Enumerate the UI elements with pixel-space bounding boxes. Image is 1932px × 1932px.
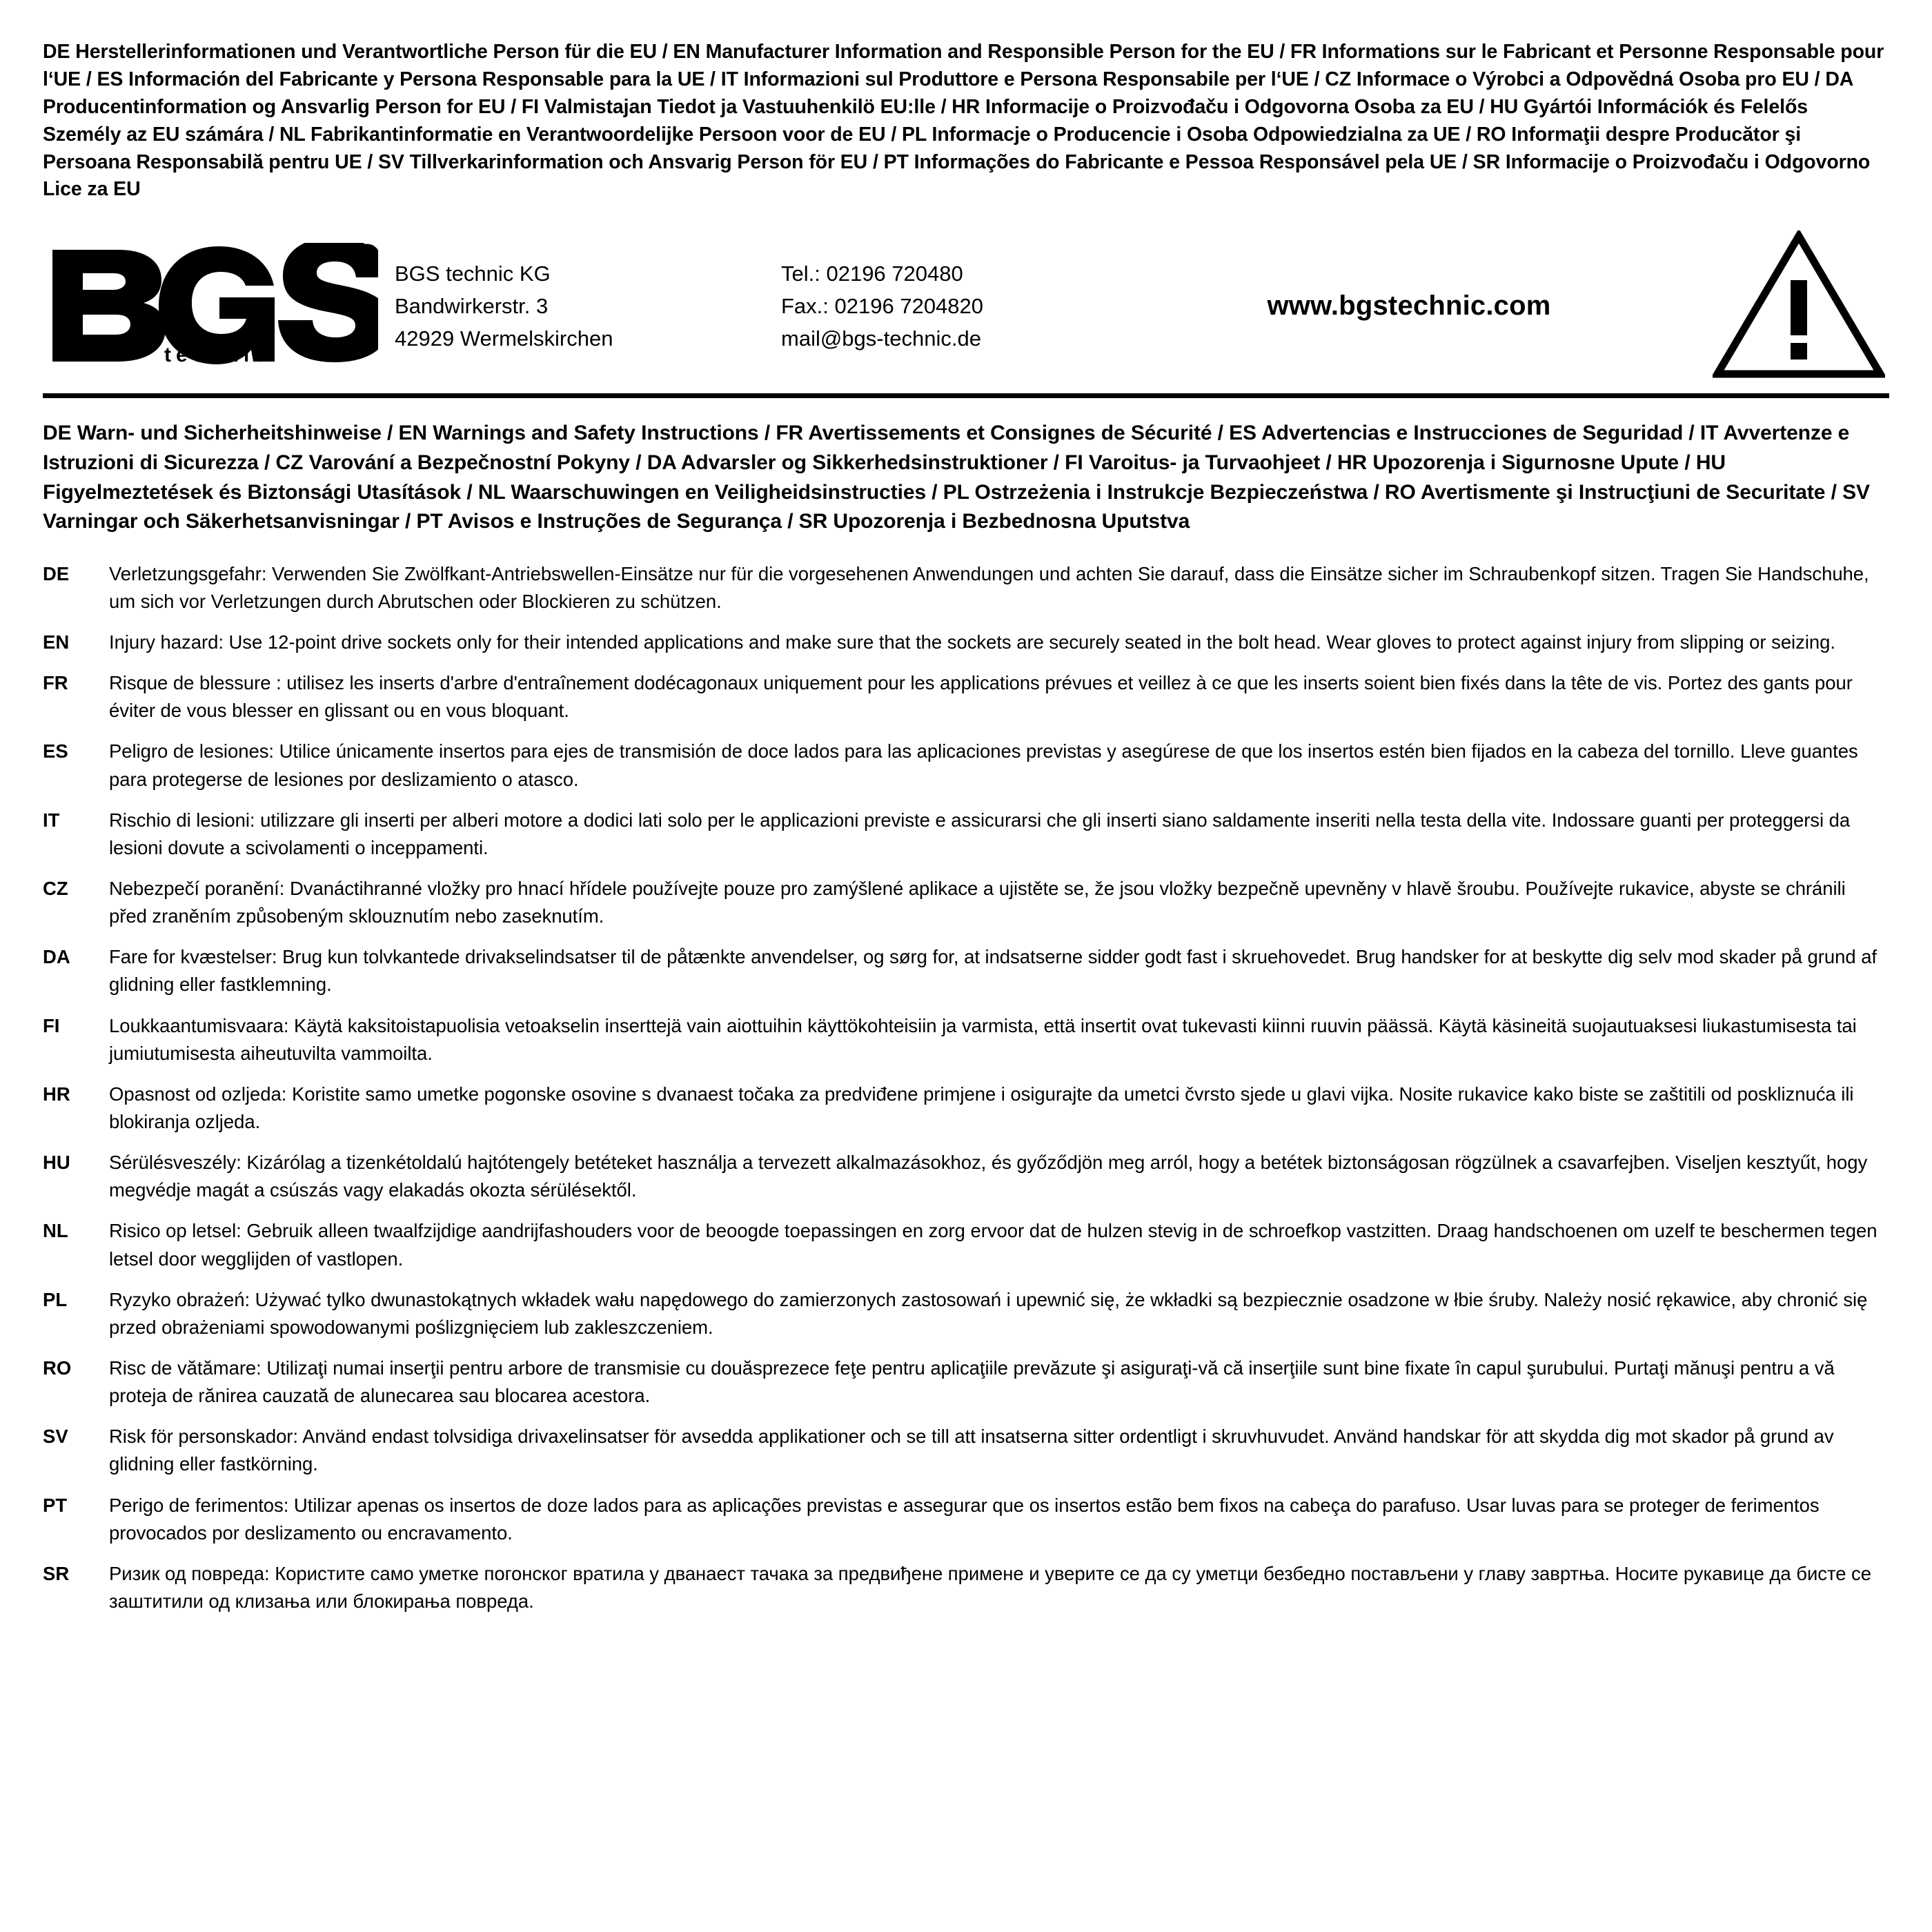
bgs-logo xyxy=(43,243,395,367)
company-city: 42929 Wermelskirchen xyxy=(395,326,613,351)
list-item xyxy=(43,1149,1889,1204)
list-item xyxy=(43,1217,1889,1272)
language-code: HR xyxy=(43,1083,70,1105)
list-item xyxy=(43,560,1889,615)
warning-text: Injury hazard: Use 12-point drive sockets only for their intended applications and make sure that the sockets are securely seated in the bolt head. Wear gloves to protect against injury from slipping or seizing. xyxy=(109,631,1835,653)
language-code: FR xyxy=(43,672,68,694)
language-code: RO xyxy=(43,1357,72,1379)
list-item xyxy=(43,1012,1889,1067)
list-item xyxy=(43,669,1889,724)
list-item xyxy=(43,943,1889,998)
company-fax: Fax.: 02196 7204820 xyxy=(781,294,984,319)
language-code: DE xyxy=(43,562,70,584)
language-code: DA xyxy=(43,946,70,968)
language-code: PT xyxy=(43,1494,68,1516)
list-item xyxy=(43,1354,1889,1410)
company-name: BGS technic KG xyxy=(395,262,551,286)
warning-text: Risk för personskador: Använd endast tolvsidiga drivaxelinsatser för avsedda applikationer och se till att insatserna sitter ordentligt i skruvhuvudet. Använd handskar för att skydda dig mot skador på grund av glidning eller fastkörning. xyxy=(109,1426,1834,1475)
language-code: SV xyxy=(43,1426,68,1448)
list-item xyxy=(43,1081,1889,1136)
language-code: IT xyxy=(43,809,60,831)
company-contact xyxy=(781,255,1140,355)
warnings-list xyxy=(43,560,1889,1615)
warning-text: Risque de blessure : utilisez les inserts d'arbre d'entraînement dodécagonaux uniquement pour les applications prévues et veillez à ce que les inserts soient bien fixés dans la tête de vis. Portez des gants pour éviter de vous blesser en glissant ou en vous bloquant. xyxy=(109,672,1853,722)
safety-section-heading: DE Warn- und Sicherheitshinweise / EN Warnings and Safety Instructions / FR Avertissements et Consignes de Sécurité / ES Advertencias e Instrucciones de Seguridad / IT Avvertenze e Istruzioni di Sicurezza / CZ Varování a Bezpečnostní Pokyny / DA Advarsler og Sikkerhedsinstruktioner / FI Varoitus- ja Turvaohjeet / HR Upozorenja i Sigurnosne Upute / HU Figyelmeztetések és Biztonsági Utasítások / NL Waarschuwingen en Veiligheidsinstructies / PL Ostrzeżenia i Instrukcje Bezpieczeństwa / RO Avertismente şi Instrucţiuni de Securitate / SV Varningar och Säkerhetsanvisningar / PT Avisos e Instruções de Segurança / SR Upozorenja i Bezbednosna Uputstva xyxy=(43,422,1870,533)
company-street: Bandwirkerstr. 3 xyxy=(395,294,549,319)
warning-text: Sérülésveszély: Kizárólag a tizenkétoldalú hajtótengely betéteket használja a tervezett alkalmazásokhoz, és győződjön meg arról, hogy a betétek biztonságosan rögzülnek a csavarfejben. Viseljen kesztyűt, hogy megvédje magát a csúszás vagy elakadás okozta sérülésektől. xyxy=(109,1152,1868,1201)
list-item xyxy=(43,629,1889,656)
language-code: CZ xyxy=(43,877,68,899)
warning-text: Ризик од повреда: Користите само уметке погонског вратила у дванаест тачака за предвиђене примене и уверите се да су уметци безбедно постављени у главу завртња. Носите рукавице да бисте се заштитили од клизања или блокирања повреда. xyxy=(109,1562,1871,1612)
warning-triangle-icon xyxy=(1678,230,1889,379)
language-code: PL xyxy=(43,1288,68,1310)
warning-text: Loukkaantumisvaara: Käytä kaksitoistapuolisia vetoakselin inserttejä vain aiottuihin käyttökohteisiin ja varmista, että insertit ovat tukevasti kiinni ruuvin päässä. Käytä käsineitä suojautuaksesi liukastumisesta tai jumiutumisesta aiheutuvilta vammoilta. xyxy=(109,1014,1857,1064)
list-item xyxy=(43,807,1889,862)
warning-text: Rischio di lesioni: utilizzare gli inserti per alberi motore a dodici lati solo per le applicazioni previste e assicurarsi che gli inserti siano saldamente inseriti nella testa della vite. Indossare guanti per proteggersi da lesioni dovute a scivolamenti o inceppamenti. xyxy=(109,809,1851,858)
list-item xyxy=(43,875,1889,930)
list-item xyxy=(43,1423,1889,1478)
warning-text: Fare for kvæstelser: Brug kun tolvkantede drivakselindsatser til de påtænkte anvendelser, og sørg for, at indsatserne sidder godt fast i skruehovedet. Brug handsker for at beskytte dig selv mod skader på grund af glidning eller fastklemning. xyxy=(109,946,1877,996)
warning-text: Risico op letsel: Gebruik alleen twaalfzijdige aandrijfashouders voor de beoogde toepassingen en zorg ervoor dat de hulzen stevig in de schroefkop vastzitten. Draag handschoenen om uzelf te beschermen tegen letsel door wegglijden of vastlopen. xyxy=(109,1220,1877,1270)
warning-text: Perigo de ferimentos: Utilizar apenas os insertos de doze lados para as aplicações previstas e assegurar que os insertos estão bem fixos na cabeça do parafuso. Usar luvas para se proteger de ferimentos provocados por deslizamento ou encravamento. xyxy=(109,1494,1820,1544)
list-item xyxy=(43,1560,1889,1615)
language-code: FI xyxy=(43,1014,60,1036)
svg-text:technic: technic xyxy=(164,343,271,366)
list-item xyxy=(43,1286,1889,1341)
list-item xyxy=(43,1492,1889,1547)
language-code: ES xyxy=(43,740,68,762)
list-item xyxy=(43,738,1889,793)
warning-text: Peligro de lesiones: Utilice únicamente insertos para ejes de transmisión de doce lados para las aplicaciones previstas y asegúrese de que los insertos estén bien fijados en la cabeza del tornillo. Lleve guantes para protegerse de lesiones por deslizamiento o atasco. xyxy=(109,740,1858,790)
warning-text: Opasnost od ozljeda: Koristite samo umetke pogonske osovine s dvanaest točaka za predviđene primjene i osigurajte da umetci čvrsto sjede u glavi vijka. Nosite rukavice kako biste se zaštitili od poskliznuća ili blokiranja ozljeda. xyxy=(109,1083,1854,1132)
warning-text: Nebezpečí poranění: Dvanáctihranné vložky pro hnací hřídele používejte pouze pro zamýšlené aplikace a ujistěte se, že jsou vložky bezpečně upevněny v hlavě šroubu. Používejte rukavice, abyste se chránili před zraněním způsobeným sklouznutím nebo zaseknutím. xyxy=(109,877,1846,927)
warning-text: Verletzungsgefahr: Verwenden Sie Zwölfkant-Antriebswellen-Einsätze nur für die vorgesehenen Anwendungen und achten Sie darauf, dass die Einsätze sicher im Schraubenkopf sitzen. Tragen Sie Handschuhe, um sich vor Verletzungen durch Abrutschen oder Blockieren zu schützen. xyxy=(109,562,1869,612)
warning-text: Risc de vătămare: Utilizaţi numai inserţii pentru arbore de transmisie cu douăsprezece feţe pentru aplicaţiile prevăzute şi asiguraţi-vă că inserţiile sunt bine fixate în capul şurubului. Purtaţi mănuşi pentru a vă proteja de rănirea cauzată de alunecarea sau blocarea acestora. xyxy=(109,1357,1835,1407)
svg-text:R: R xyxy=(362,250,373,266)
language-code: HU xyxy=(43,1152,70,1174)
language-code: SR xyxy=(43,1562,70,1584)
company-info-band xyxy=(43,227,1889,398)
language-code: NL xyxy=(43,1220,68,1242)
manufacturer-info-heading: DE Herstellerinformationen und Verantwortliche Person für die EU / EN Manufacturer Information and Responsible Person for the EU / FR Informations sur le Fabricant et Personne Responsable pour l‘UE / ES Información del Fabricante y Persona Responsable para la UE / IT Informazioni sul Produttore e Persona Responsabile per l‘UE / CZ Informace o Výrobci a Odpovědná Osoba pro EU / DA Producentinformation og Ansvarlig Person for EU / FI Valmistajan Tiedot ja Vastuuhenkilö EU:lle / HR Informacije o Proizvođaču i Odgovorna Osoba za EU / HU Gyártói Információk és Felelős Személy az EU számára / NL Fabrikantinformatie en Verantwoordelijke Persoon voor de EU / PL Informacje o Producencie i Osoba Odpowiedzialna za UE / RO Informaţii despre Producător şi Persoana Responsabilă pentru UE / SV Tillverkarinformation och Ansvarig Person för EU / PT Informações do Fabricante e Pessoa Responsável pela UE / SR Informacije o Proizvođaču i Odgovorno Lice za EU xyxy=(43,41,1884,201)
company-address xyxy=(395,255,781,355)
warning-text: Ryzyko obrażeń: Używać tylko dwunastokątnych wkładek wału napędowego do zamierzonych zastosowań i upewnić się, że wkładki są bezpiecznie osadzone w łbie śruby. Należy nosić rękawice, aby chronić się przed obrażeniami spowodowanymi poślizgnięciem lub zakleszczeniem. xyxy=(109,1288,1868,1338)
company-website: www.bgstechnic.com xyxy=(1267,290,1551,322)
company-tel: Tel.: 02196 720480 xyxy=(781,262,963,286)
company-email: mail@bgs-technic.de xyxy=(781,326,981,351)
language-code: EN xyxy=(43,631,70,653)
